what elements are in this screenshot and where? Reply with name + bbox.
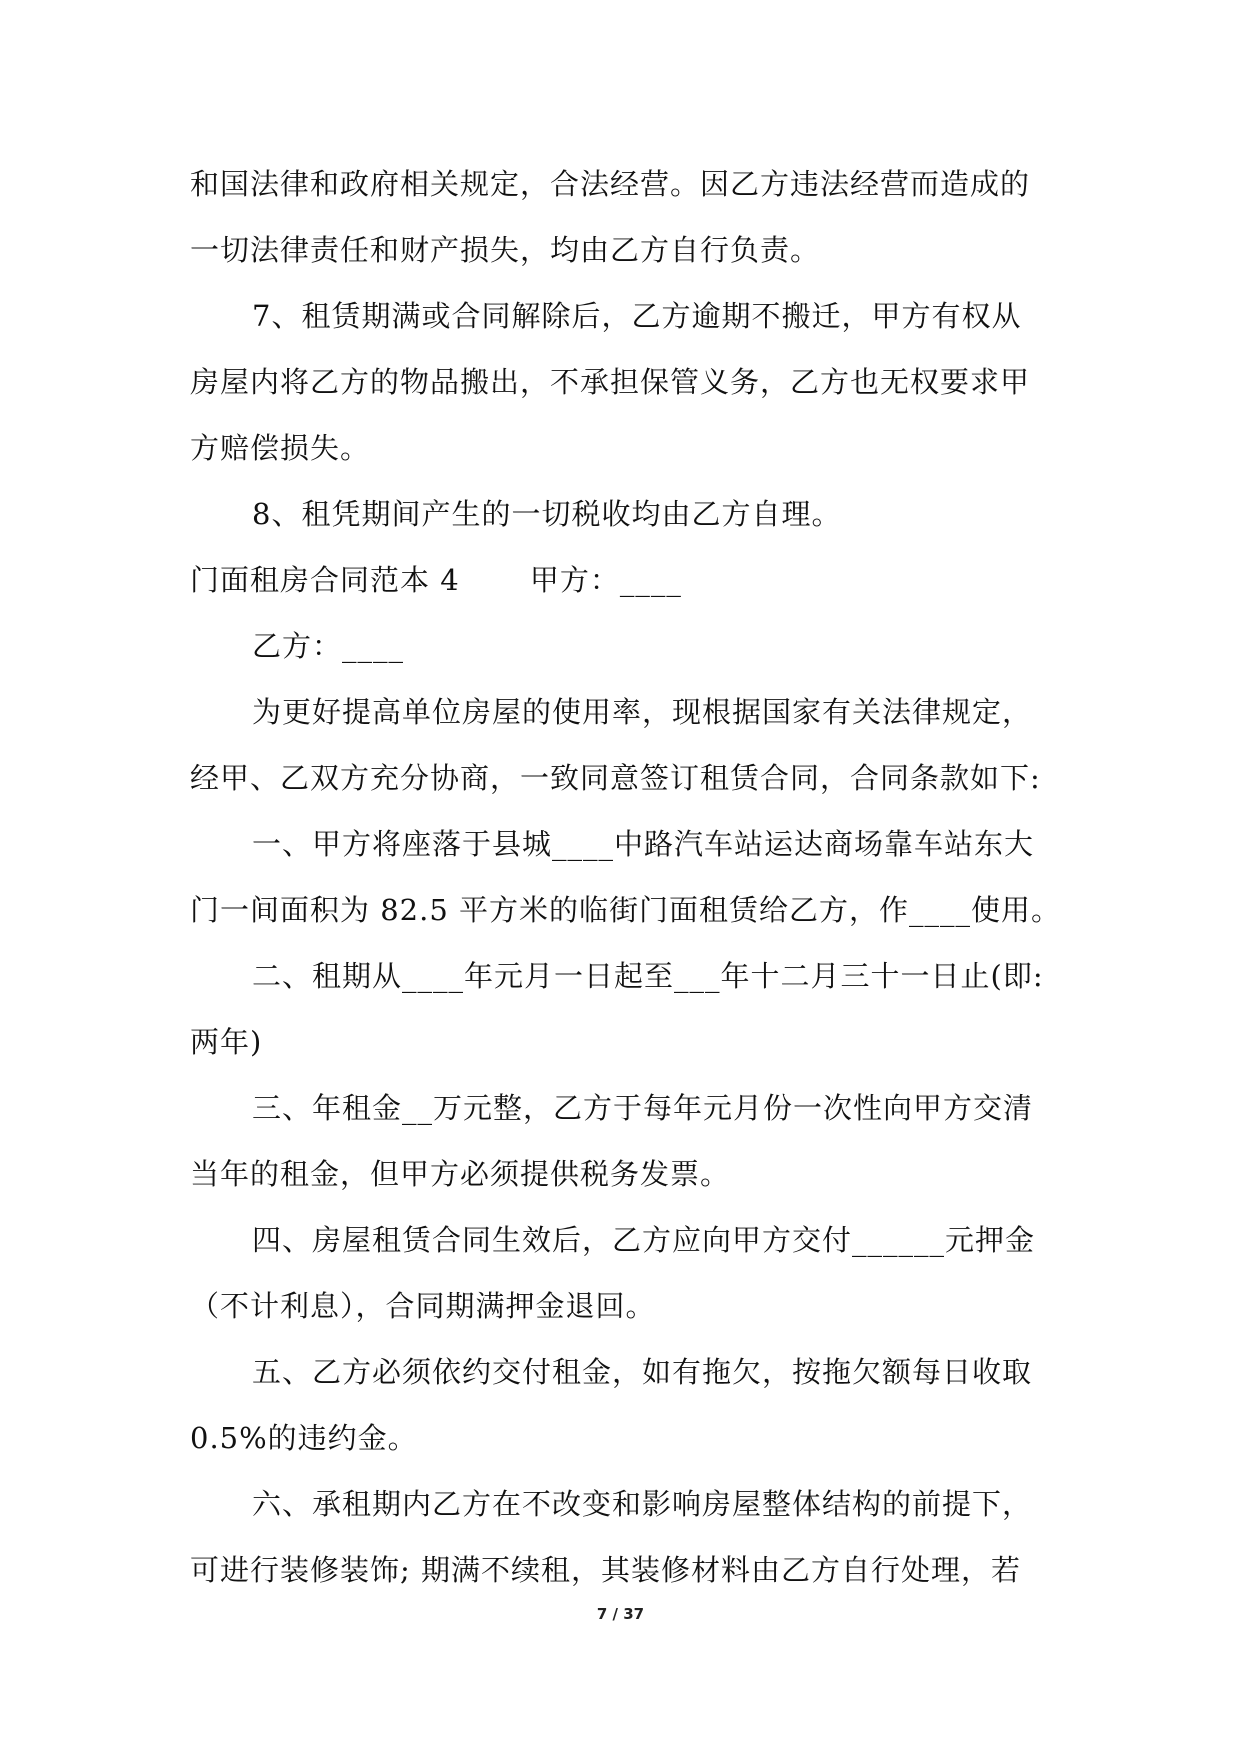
text-line: 方赔偿损失。 — [190, 431, 371, 465]
text-line: 7、租赁期满或合同解除后，乙方逾期不搬迁，甲方有权从 — [252, 299, 1022, 333]
text-line: 当年的租金，但甲方必须提供税务发票。 — [190, 1157, 731, 1191]
text-line: 一切法律责任和财产损失，均由乙方自行负责。 — [190, 233, 821, 267]
text-line: 二、租期从____年元月一日起至___年十二月三十一日止(即: — [252, 959, 1044, 993]
text-line: 门一间面积为 82.5 平方米的临街门面租赁给乙方，作____使用。 — [190, 893, 1062, 927]
text-line: 8、租凭期间产生的一切税收均由乙方自理。 — [252, 497, 842, 531]
text-line: 三、年租金__万元整，乙方于每年元月份一次性向甲方交清 — [252, 1091, 1034, 1125]
text-line: 可进行装修装饰; 期满不续租，其装修材料由乙方自行处理，若 — [190, 1553, 1021, 1587]
text-line: （不计利息），合同期满押金退回。 — [190, 1289, 656, 1323]
text-line: 一、甲方将座落于县城____中路汽车站运达商场靠车站东大 — [252, 827, 1035, 861]
page-number: 7 / 37 — [596, 1605, 645, 1623]
text-line: 经甲、乙双方充分协商，一致同意签订租赁合同，合同条款如下: — [190, 761, 1041, 795]
text-line: 五、乙方必须依约交付租金，如有拖欠，按拖欠额每日收取 — [252, 1355, 1033, 1389]
text-line: 为更好提高单位房屋的使用率，现根据国家有关法律规定， — [252, 695, 1033, 729]
text-line: 房屋内将乙方的物品搬出，不承担保管义务，乙方也无权要求甲 — [190, 365, 1031, 399]
text-line: 六、承租期内乙方在不改变和影响房屋整体结构的前提下， — [252, 1487, 1033, 1521]
section-heading: 门面租房合同范本 4 甲方：____ — [190, 563, 682, 597]
text-line: 乙方：____ — [252, 629, 405, 663]
text-line: 0.5%的违约金。 — [190, 1421, 418, 1455]
text-line: 两年) — [190, 1025, 263, 1059]
text-line: 四、房屋租赁合同生效后，乙方应向甲方交付______元押金 — [252, 1223, 1036, 1257]
text-line: 和国法律和政府相关规定，合法经营。因乙方违法经营而造成的 — [190, 167, 1031, 201]
